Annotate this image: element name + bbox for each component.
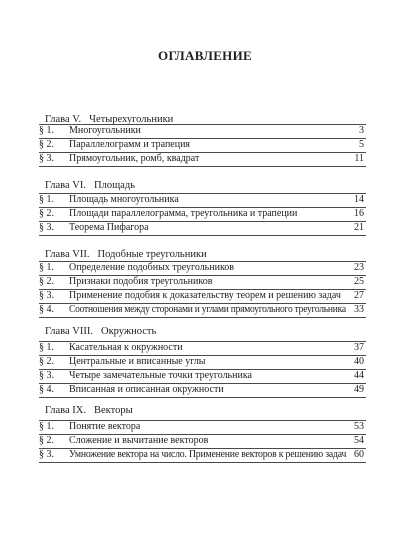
section-title: Признаки подобия треугольников: [69, 276, 213, 287]
toc-title: ОГЛАВЛЕНИЕ: [158, 48, 252, 63]
chapter-name: Окружность: [100, 326, 157, 337]
chapter-sections: [39, 124, 366, 167]
chapter-number: Глава V.: [45, 114, 82, 125]
section-number: § 2.: [39, 356, 54, 367]
toc-row[interactable]: [39, 370, 366, 384]
chapter-heading: [45, 249, 207, 260]
toc-row[interactable]: [39, 449, 366, 463]
section-title: Умножение вектора на число. Применение векторов к решению задач: [69, 449, 347, 460]
toc-row[interactable]: [39, 276, 366, 290]
section-number: § 1.: [39, 125, 54, 136]
page-number: 37: [354, 342, 364, 353]
page-number: 60: [354, 449, 364, 460]
page-number: 54: [354, 435, 364, 446]
section-number: § 1.: [39, 194, 54, 205]
chapter-name: Площадь: [94, 180, 135, 191]
chapter-heading: [45, 326, 156, 337]
chapter-name: Векторы: [94, 405, 133, 416]
section-title: Соотношения между сторонами и углами прямоугольного треугольника: [69, 304, 346, 315]
chapter-heading: [45, 405, 133, 416]
page-number: 40: [354, 356, 364, 367]
toc-row[interactable]: [39, 290, 366, 304]
chapter-number: Глава VII.: [45, 249, 90, 260]
page-number: 21: [354, 222, 364, 233]
toc-row[interactable]: [39, 139, 366, 153]
section-title: Площадь многоугольника: [69, 194, 179, 205]
page-number: 33: [354, 304, 364, 315]
page-number: 53: [354, 421, 364, 432]
chapter-sections: [39, 193, 366, 236]
section-title: Касательная к окружности: [69, 342, 183, 353]
toc-row[interactable]: [39, 222, 366, 236]
section-number: § 2.: [39, 139, 54, 150]
section-number: § 3.: [39, 222, 54, 233]
page-number: 16: [354, 208, 364, 219]
chapter-sections: [39, 341, 366, 398]
section-number: § 1.: [39, 262, 54, 273]
toc-row[interactable]: [39, 124, 366, 139]
section-title: Теорема Пифагора: [69, 222, 149, 233]
section-title: Четыре замечательные точки треугольника: [69, 370, 252, 381]
toc-row[interactable]: [39, 420, 366, 435]
section-number: § 3.: [39, 153, 54, 164]
page-number: 49: [354, 384, 364, 395]
toc-row[interactable]: [39, 208, 366, 222]
section-title: Определение подобных треугольников: [69, 262, 235, 273]
page-number: 5: [359, 139, 364, 150]
section-title: Прямоугольник, ромб, квадрат: [69, 153, 200, 164]
chapter-number: Глава IX.: [45, 405, 86, 416]
page-number: 25: [354, 276, 364, 287]
section-title: Понятие вектора: [69, 421, 141, 432]
chapter-sections: [39, 261, 366, 318]
chapter-heading: [45, 180, 135, 191]
section-title: Вписанная и описанная окружности: [69, 384, 224, 395]
chapter-name: Четырехугольники: [89, 114, 174, 125]
chapter-number: Глава VI.: [45, 180, 86, 191]
toc-row[interactable]: [39, 153, 366, 167]
chapter-name: Подобные треугольники: [97, 249, 207, 260]
page-number: 3: [359, 125, 364, 136]
section-number: § 3.: [39, 449, 54, 460]
toc-row[interactable]: [39, 356, 366, 370]
toc-row[interactable]: [39, 384, 366, 398]
page-number: 44: [354, 370, 364, 381]
page-number: 11: [354, 153, 364, 164]
toc-row[interactable]: [39, 435, 366, 449]
page-number: 14: [354, 194, 364, 205]
section-title: Применение подобия к доказательству теорем и решению задач: [69, 290, 341, 301]
toc-row[interactable]: [39, 261, 366, 276]
section-number: § 1.: [39, 421, 54, 432]
chapter-number: Глава VIII.: [45, 326, 93, 337]
section-title: Многоугольники: [69, 125, 141, 136]
section-number: § 4.: [39, 304, 54, 315]
section-number: § 2.: [39, 208, 54, 219]
section-title: Параллелограмм и трапеция: [69, 139, 191, 150]
section-title: Сложение и вычитание векторов: [69, 435, 209, 446]
section-number: § 4.: [39, 384, 54, 395]
toc-row[interactable]: [39, 304, 366, 318]
section-number: § 3.: [39, 290, 54, 301]
section-title: Центральные и вписанные углы: [69, 356, 206, 367]
page-number: 23: [354, 262, 364, 273]
section-title: Площади параллелограмма, треугольника и трапеции: [69, 208, 298, 219]
section-number: § 2.: [39, 276, 54, 287]
toc-row[interactable]: [39, 341, 366, 356]
section-number: § 3.: [39, 370, 54, 381]
chapter-sections: [39, 420, 366, 463]
page-number: 27: [354, 290, 364, 301]
section-number: § 1.: [39, 342, 54, 353]
toc-row[interactable]: [39, 193, 366, 208]
section-number: § 2.: [39, 435, 54, 446]
